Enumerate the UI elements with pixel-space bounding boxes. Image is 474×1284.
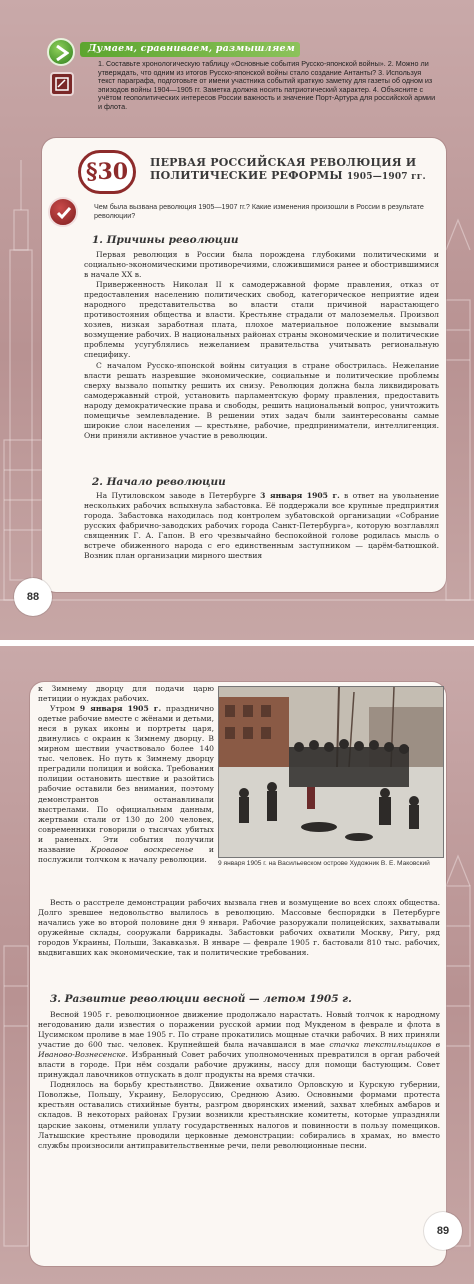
page-number: 89 <box>424 1212 462 1250</box>
paragraph-5: к Зимнему дворцу для подачи царю петиции о нуждах рабочих. <box>38 684 214 704</box>
section-heading: Думаем, сравниваем, размышляем <box>80 42 300 57</box>
p6-text-a: Утром <box>50 704 80 714</box>
paragraph-8 <box>38 1010 440 1080</box>
paragraph-6 <box>38 704 214 865</box>
paragraph-title-text: ПЕРВАЯ РОССИЙСКАЯ РЕВОЛЮЦИЯ И ПОЛИТИЧЕСКИЕ РЕФОРМЫ <box>150 156 417 182</box>
document-icon <box>50 72 74 96</box>
p4-date: 3 января 1905 г. <box>260 491 340 500</box>
text-beginning <box>84 491 439 561</box>
paragraph-years: 1905—1907 гг. <box>346 172 426 182</box>
tasks-text: 1. Составьте хронологическую таблицу «Основные события Русско-японской войны». 2. Можно ли утверждать, что одним из итогов Русско-японской войны стало создание Антанты? 3. Используя текст параграфа, подготовьте от имени участника событий краткую заметку для газеты об одном из эпизодов войны 1904—1905 гг. Заметка должна носить патриотический характер. 4. Объясните с учётом геополитических интересов России важность и значение Порт-Артура для российской армии и флота. <box>98 59 436 111</box>
subheading-beginning: 2. Начало революции <box>92 476 226 488</box>
p8-text-a: Весной 1905 г. революционное движение продолжало нарастать. Новый толчок к народному негодованию дали известия о поражении русской армии под Мукденом в феврале и флота в Цусимском проливе в мае 1905 г. По стране прокатились мощные стачки рабочих. В них приняли участие до 600 тыс. человек. Крупнейшей была начавшаяся в мае <box>38 1010 440 1050</box>
p8-term: стачка текстильщиков в Иваново-Вознесенске <box>38 1040 440 1060</box>
p6-text-c: празднично одетые рабочие вместе с жёнами и детьми, неся в руках иконы и портреты царя, двинулись с окраин к Зимнему дворцу. В мирном шествии участвовало более 140 тыс. человек. Но путь к Зимнему дворцу преградили полиция и войска. Требования полиции остановить шествие и разойтись рабочие оставили без внимания, поэтому демонстрантов останавливали выстрелами. По официальным данным, жертвами стали от 130 до 200 человек, современники говорили о тысячах убитых и раненых. Эти события получили название <box>38 704 214 854</box>
paragraph-number: §30 <box>78 150 136 194</box>
painting-caption: 9 января 1905 г. на Васильевском острове Художник В. Е. Маковский <box>218 860 430 867</box>
paragraph-4 <box>84 491 439 561</box>
p6-term: Кровавое воскресенье <box>90 844 194 854</box>
page-88 <box>0 0 474 640</box>
p6-text-e: и послужили толчком к началу революции. <box>38 844 214 864</box>
page-number: 88 <box>14 578 52 616</box>
arrow-right-icon <box>47 38 75 66</box>
paragraph-7: Весть о расстреле демонстрации рабочих вызвала гнев и возмущение во всех слоях общества. Долго зревшее недовольство вылилось в революцию. Массовые беспорядки в Петербурге начались уже во второй половине дня 9 января. Рабочие разоружали полицейских, захватывали оружейные склады, сооружали баррикады. Забастовки рабочих охватили Москву, Ригу, ряд городов Украины, Польши, Закавказья. В январе — феврале 1905 г. бастовали 810 тыс. рабочих, выдвигавших как экономические, так и политические требования. <box>38 898 440 958</box>
paragraph-1: Первая революция в России была порождена глубокими политическими и социально-экономическими противоречиями, сложившимися ранее и обострившимися в начале XX в. <box>84 250 439 280</box>
text-causes <box>84 250 439 441</box>
subheading-development: 3. Развитие революции весной — летом 1905 г. <box>50 993 352 1005</box>
paragraph-9: Поднялось на борьбу крестьянство. Движение охватило Орловскую и Курскую губернии, Поволжье, Польшу, Украину, Белоруссию, Среднюю Азию. Основными формами протеста крестьян оставались стихийные бунты, разгром дворянских имений, захват хлебных амбаров и складов. В некоторых районах Грузии возникли крестьянские комитеты, которые упраздняли царские законы, отменили уплату государственных налогов и повинности в пользу помещиков. Латышские крестьяне проводили церковные демонстрации: собирались в храмах, но вместо службы произносили антиправительственные речи, пели революционные песни. <box>38 1080 440 1150</box>
checkmark-icon <box>48 197 78 227</box>
paragraph-3: С началом Русско-японской войны ситуация в стране обострилась. Нежелание власти решать назревшие экономические, социальные и политические проблемы сверху вызвало попытку решить их снизу. Революция должна была ликвидировать самодержавный строй, установить парламентскую форму правления, предоставить народу демократические права и свободы, решить национальный вопрос, уничтожить помещичье землевладение. В решении этих задач были заинтересованы самые широкие слои населения — крестьяне, рабочие, предприниматели, интеллигенция. Они приняли активное участие в революции. <box>84 360 439 440</box>
p4-text-a: На Путиловском заводе в Петербурге <box>96 491 261 500</box>
text-development <box>38 1010 440 1151</box>
text-spread <box>38 898 440 958</box>
painting-illustration <box>219 687 444 858</box>
p6-date: 9 января 1905 г. <box>79 704 162 714</box>
paragraph-2: Приверженность Николая II к самодержавной форме правления, отказ от предоставления населению политических свобод, категорическое неприятие идеи народного представительства во власти стали причиной нарастающего противостояния общества и власти. Крестьяне страдали от малоземелья. Произвол хозяев, низкая заработная плата, плохое материальное положение вызывали возмущение рабочих. В национальных районах страны экономические и политические проблемы усугублялись нежеланием правительства учитывать региональную специфику. <box>84 280 439 360</box>
p8-text-c: . Избранный Совет рабочих уполномоченных превратился в орган рабочей власти в городе. При нём создали рабочие дружины, нассу для помощи бастующим. Совет принуждал лавочников отпускать в долг продукты на время стачки. <box>38 1050 440 1080</box>
subheading-causes: 1. Причины революции <box>92 234 239 246</box>
painting-image <box>218 686 444 858</box>
paragraph-question: Чем была вызвана революция 1905—1907 гг.? Какие изменения произошли в России в результате революции? <box>94 202 424 220</box>
p4-text-c: в ответ на увольнение нескольких рабочих вспыхнула забастовка. Её поддержали все крупные предприятия города. Забастовка находилась под контролем зубатовской организации «Собрание русских фабрично-заводских рабочих города Санкт-Петербурга», которую возглавлял священник Г. А. Гапон. В его чрезвычайно беспокойной голове родилась мысль о встрече обиженного народа с его единственным заступником — царём-батюшкой. Возник план организации мирного шествия <box>84 491 439 561</box>
text-bloody-sunday <box>38 684 214 865</box>
paragraph-title <box>150 156 450 184</box>
